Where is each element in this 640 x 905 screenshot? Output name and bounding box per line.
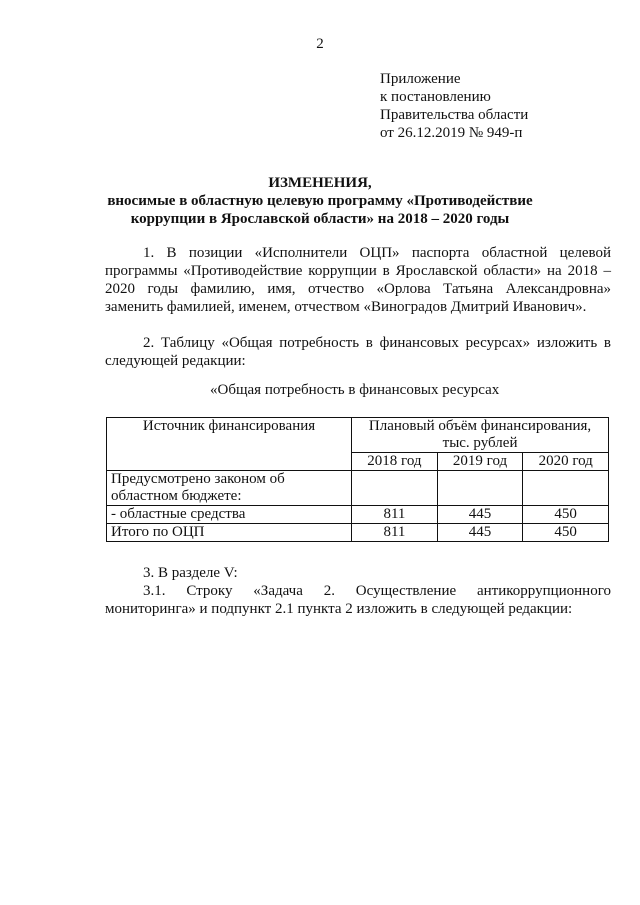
paragraph-1 xyxy=(105,244,611,316)
paragraph-text: 2. Таблицу «Общая потребность в финансовых ресурсах» изложить в следующей редакции: xyxy=(105,335,611,369)
document-title xyxy=(60,174,580,228)
paragraph-text: 1. В позиции «Исполнители ОЦП» паспорта областной целевой программы «Противодействие коррупции в Ярославской области» на 2018 – 2020 годы фамилию, имя, отчество «Орлова Татьяна Александровна» заменить фамилией, именем, отчеством «Виноградов Дмитрий Иванович». xyxy=(105,245,611,315)
paragraph-4 xyxy=(105,582,611,618)
appendix-line: к постановлению xyxy=(380,89,491,105)
title-line: вносимые в областную целевую программу «Противодействие xyxy=(107,193,533,209)
appendix-line: Приложение xyxy=(380,71,461,87)
row-value: 445 xyxy=(437,506,523,524)
title-line: коррупции в Ярославской области» на 2018 – 2020 годы xyxy=(130,211,510,227)
row-value: 811 xyxy=(352,524,438,542)
row-value: 450 xyxy=(523,524,609,542)
page-number: 2 xyxy=(316,36,324,52)
appendix-line: от 26.12.2019 № 949-п xyxy=(380,125,523,141)
row-value: 811 xyxy=(352,506,438,524)
paragraph-3 xyxy=(105,564,611,582)
row-value xyxy=(352,471,438,506)
paragraph-2 xyxy=(105,334,611,370)
header-source: Источник финансирования xyxy=(107,418,352,471)
table-row xyxy=(107,471,609,506)
paragraph-text: 3. В разделе V: xyxy=(143,565,238,581)
row-label: - областные средства xyxy=(107,506,352,524)
row-label: Итого по ОЦП xyxy=(107,524,352,542)
paragraph-text: 3.1. Строку «Задача 2. Осуществление антикоррупционного мониторинга» и подпункт 2.1 пункта 2 изложить в следующей редакции: xyxy=(105,583,611,617)
header-volume: Плановый объём финансирования, тыс. рублей xyxy=(352,418,609,453)
table-row xyxy=(107,524,609,542)
year-header: 2018 год xyxy=(352,453,438,471)
appendix-line: Правительства области xyxy=(380,107,529,123)
row-value: 450 xyxy=(523,506,609,524)
financing-table xyxy=(106,417,609,542)
row-value: 445 xyxy=(437,524,523,542)
year-header: 2019 год xyxy=(437,453,523,471)
year-header: 2020 год xyxy=(523,453,609,471)
table-caption: «Общая потребность в финансовых ресурсах xyxy=(210,382,500,398)
appendix-block xyxy=(380,70,528,142)
table-header-row xyxy=(107,418,609,453)
row-value xyxy=(523,471,609,506)
row-label: Предусмотрено законом об областном бюджете: xyxy=(107,471,352,506)
table-row xyxy=(107,506,609,524)
title-line: ИЗМЕНЕНИЯ, xyxy=(268,175,372,191)
row-value xyxy=(437,471,523,506)
